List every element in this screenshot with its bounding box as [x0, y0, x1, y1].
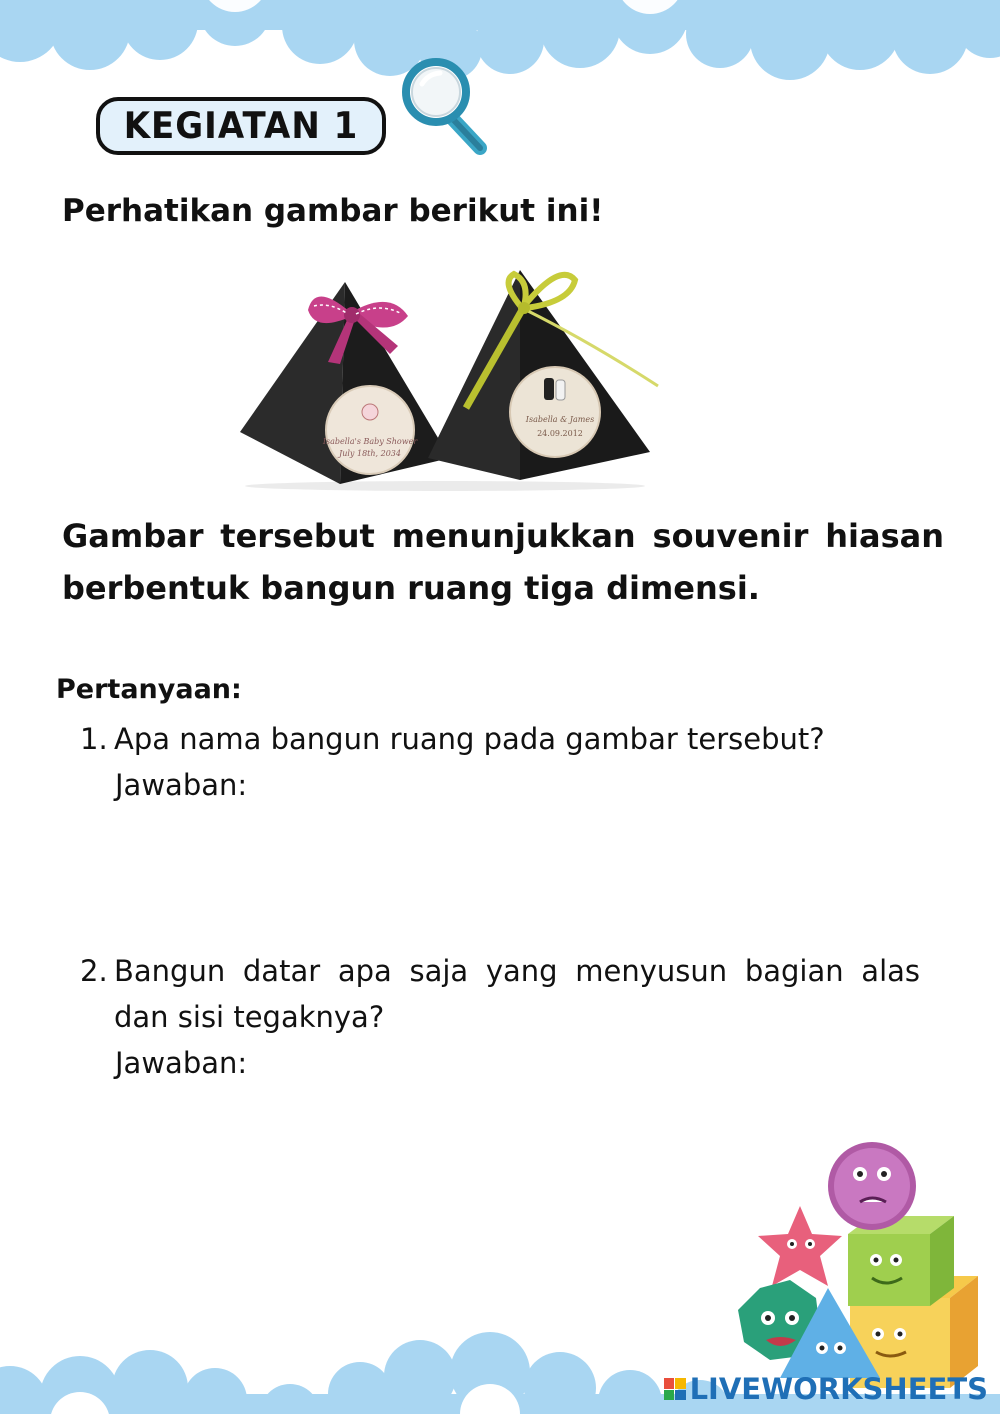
right-label-line-2: 24.09.2012: [537, 429, 583, 438]
brand-text: LIVEWORKSHEETS: [689, 1372, 988, 1406]
question-2: [80, 948, 920, 1086]
answer-label: Jawaban:: [115, 768, 248, 802]
instruction-text: Perhatikan gambar berikut ini!: [62, 193, 604, 229]
questions-heading: Pertanyaan:: [56, 674, 242, 705]
right-label-line-1: Isabella & James: [525, 415, 595, 424]
pyramid-gift-boxes-image: [230, 262, 660, 492]
description-paragraph: Gambar tersebut menunjukkan souvenir hiasan berbentuk bangun ruang tiga dimensi.: [62, 517, 944, 607]
question-text: Bangun datar apa saja yang menyusun bagian alas dan sisi tegaknya?: [114, 954, 920, 1034]
activity-badge: [96, 97, 386, 155]
answer-label: Jawaban:: [115, 1046, 248, 1080]
left-label-line-2: July 18th, 2034: [339, 449, 401, 458]
question-number: 2.: [80, 954, 108, 988]
question-1: [80, 716, 920, 808]
activity-title: KEGIATAN 1: [123, 104, 359, 148]
magnifier-icon: [400, 58, 492, 156]
answer-area-1[interactable]: [114, 810, 814, 930]
liveworksheets-brand: [664, 1372, 988, 1406]
answer-area-2[interactable]: [114, 1090, 814, 1210]
question-text: Apa nama bangun ruang pada gambar tersebut?: [114, 722, 825, 756]
left-pyramid-box: [240, 282, 450, 484]
question-number: 1.: [80, 722, 108, 756]
left-label-line-1: Isabella's Baby Shower: [322, 437, 418, 446]
right-pyramid-box: [428, 270, 658, 480]
liveworksheets-logo-icon: [664, 1378, 686, 1400]
shape-characters-illustration: [720, 1138, 990, 1388]
top-cloud-border: [0, 0, 1000, 100]
